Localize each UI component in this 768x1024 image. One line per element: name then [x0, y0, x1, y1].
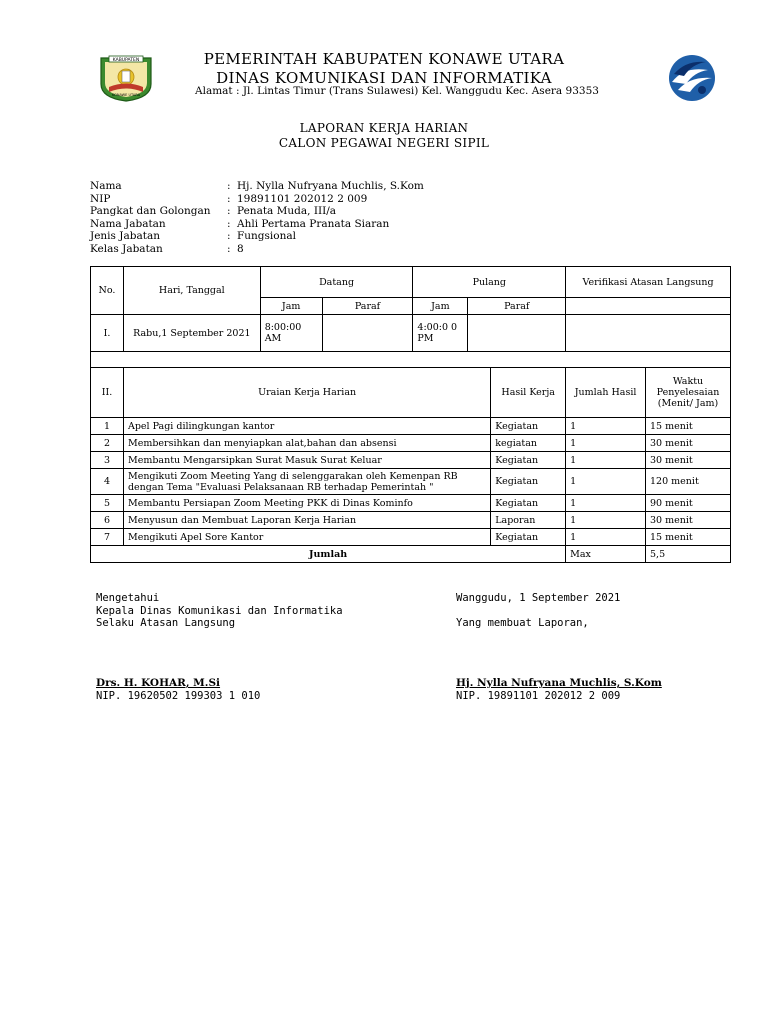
- work-result: Kegiatan: [491, 529, 566, 546]
- info-colon: :: [227, 205, 231, 217]
- work-desc: Mengikuti Apel Sore Kantor: [123, 529, 490, 546]
- attendance-no: I.: [91, 315, 124, 352]
- col-header-departure: Pulang: [413, 267, 566, 298]
- reporter-nip: NIP. 19891101 202012 2 009: [456, 690, 621, 702]
- spacer-row: [91, 352, 731, 368]
- col-header-time-in: Jam: [260, 298, 322, 315]
- svg-text:KONAWE UTARA: KONAWE UTARA: [112, 93, 140, 97]
- work-no: 5: [91, 495, 124, 512]
- work-time: 30 menit: [646, 512, 731, 529]
- footer-place-date: Wanggudu, 1 September 2021: [456, 592, 621, 604]
- footer-supervisor-role: Selaku Atasan Langsung: [96, 617, 236, 629]
- work-no: 7: [91, 529, 124, 546]
- total-row: [91, 546, 731, 563]
- work-header-time: Waktu Penyelesaian (Menit/ Jam): [646, 368, 731, 418]
- work-no: 1: [91, 418, 124, 435]
- total-label: Jumlah: [91, 546, 566, 563]
- work-count: 1: [566, 512, 646, 529]
- info-value: Hj. Nylla Nufryana Muchlis, S.Kom: [237, 180, 424, 192]
- work-result: Laporan: [491, 512, 566, 529]
- work-count: 1: [566, 452, 646, 469]
- info-row-class: [90, 243, 424, 256]
- table-row: [91, 418, 731, 435]
- work-desc: Mengikuti Zoom Meeting Yang di selenggarakan oleh Kemenpan RB dengan Tema "Evaluasi Pelaksanaan RB terhadap Pemerintah ": [123, 469, 490, 495]
- col-header-sign-out: Paraf: [468, 298, 566, 315]
- attendance-row: [91, 315, 731, 352]
- work-time: 30 menit: [646, 435, 731, 452]
- work-desc: Membersihkan dan menyiapkan alat,bahan dan absensi: [123, 435, 490, 452]
- work-desc: Menyusun dan Membuat Laporan Kerja Harian: [123, 512, 490, 529]
- info-value: 19891101 202012 2 009: [237, 192, 368, 205]
- info-label: NIP: [90, 192, 111, 205]
- table-row: [91, 495, 731, 512]
- attendance-header-row: [91, 267, 731, 298]
- table-row: [91, 452, 731, 469]
- info-row-nip: [90, 193, 424, 206]
- work-header-desc: Uraian Kerja Harian: [123, 368, 490, 418]
- header-address: Alamat : Jl. Lintas Timur (Trans Sulawesi) Kel. Wanggudu Kec. Asera 93353: [195, 85, 599, 97]
- verification-cell: [566, 298, 731, 315]
- work-time: 90 menit: [646, 495, 731, 512]
- info-row-position: [90, 218, 424, 231]
- info-colon: :: [227, 217, 231, 230]
- work-no: 3: [91, 452, 124, 469]
- work-result: Kegiatan: [491, 418, 566, 435]
- info-label: Nama: [90, 180, 122, 192]
- attendance-verification: [566, 315, 731, 352]
- work-no: 2: [91, 435, 124, 452]
- work-header-count: Jumlah Hasil: [566, 368, 646, 418]
- info-row-name: [90, 180, 424, 193]
- work-header-result: Hasil Kerja: [491, 368, 566, 418]
- info-row-type: [90, 230, 424, 243]
- table-row: [91, 512, 731, 529]
- work-count: 1: [566, 435, 646, 452]
- work-desc: Membantu Persiapan Zoom Meeting PKK di Dinas Kominfo: [123, 495, 490, 512]
- footer-reporter-role: Yang membuat Laporan,: [456, 617, 589, 629]
- supervisor-nip: NIP. 19620502 199303 1 010: [96, 690, 261, 702]
- supervisor-name: Drs. H. KOHAR, M.Si: [96, 677, 221, 689]
- table-row: [91, 469, 731, 495]
- reporter-name: Hj. Nylla Nufryana Muchlis, S.Kom: [456, 677, 662, 689]
- report-table: [90, 266, 731, 563]
- col-header-arrival: Datang: [260, 267, 413, 298]
- work-time: 30 menit: [646, 452, 731, 469]
- work-header-no: II.: [91, 368, 124, 418]
- table-row: [91, 435, 731, 452]
- attendance-sign-out: [468, 315, 566, 352]
- col-header-verification: Verifikasi Atasan Langsung: [566, 267, 731, 298]
- work-time: 15 menit: [646, 418, 731, 435]
- attendance-time-out: 4:00:0 0 PM: [413, 315, 468, 352]
- info-label: Pangkat dan Golongan: [90, 205, 211, 217]
- info-colon: :: [227, 192, 231, 205]
- work-count: 1: [566, 495, 646, 512]
- info-value: Penata Muda, III/a: [237, 205, 337, 217]
- table-row: [91, 529, 731, 546]
- employee-info: [90, 180, 424, 255]
- total-time: 5,5: [646, 546, 731, 563]
- info-value: Fungsional: [237, 230, 296, 242]
- footer-head-title: Kepala Dinas Komunikasi dan Informatika: [96, 605, 343, 617]
- report-subtitle: CALON PEGAWAI NEGERI SIPIL: [278, 136, 490, 150]
- work-desc: Membantu Mengarsipkan Surat Masuk Surat Keluar: [123, 452, 490, 469]
- work-time: 15 menit: [646, 529, 731, 546]
- work-no: 4: [91, 469, 124, 495]
- info-row-rank: [90, 205, 424, 218]
- col-header-time-out: Jam: [413, 298, 468, 315]
- work-count: 1: [566, 418, 646, 435]
- work-header-row: [91, 368, 731, 418]
- work-count: 1: [566, 529, 646, 546]
- work-result: Kegiatan: [491, 495, 566, 512]
- work-no: 6: [91, 512, 124, 529]
- header-department: DINAS KOMUNIKASI DAN INFORMATIKA: [216, 69, 552, 87]
- work-count: 1: [566, 469, 646, 495]
- total-count: Max: [566, 546, 646, 563]
- col-header-date: Hari, Tanggal: [123, 267, 260, 315]
- col-header-no: No.: [91, 267, 124, 315]
- work-desc: Apel Pagi dilingkungan kantor: [123, 418, 490, 435]
- info-colon: :: [227, 180, 231, 192]
- attendance-sign-in: [322, 315, 413, 352]
- report-title: LAPORAN KERJA HARIAN: [299, 121, 469, 135]
- work-time: 120 menit: [646, 469, 731, 495]
- work-result: Kegiatan: [491, 469, 566, 495]
- attendance-time-in: 8:00:00 AM: [260, 315, 322, 352]
- col-header-sign-in: Paraf: [322, 298, 413, 315]
- attendance-date: Rabu,1 September 2021: [123, 315, 260, 352]
- info-colon: :: [227, 230, 231, 242]
- svg-text:KABUPATEN: KABUPATEN: [112, 58, 140, 63]
- header-government: PEMERINTAH KABUPATEN KONAWE UTARA: [203, 50, 565, 68]
- info-value: 8: [237, 242, 244, 255]
- work-result: Kegiatan: [491, 452, 566, 469]
- info-label: Nama Jabatan: [90, 217, 166, 230]
- info-label: Jenis Jabatan: [90, 230, 160, 242]
- info-value: Ahli Pertama Pranata Siaran: [237, 217, 390, 230]
- info-label: Kelas Jabatan: [90, 242, 163, 255]
- work-result: kegiatan: [491, 435, 566, 452]
- footer-acknowledge: Mengetahui: [96, 592, 160, 604]
- info-colon: :: [227, 242, 231, 255]
